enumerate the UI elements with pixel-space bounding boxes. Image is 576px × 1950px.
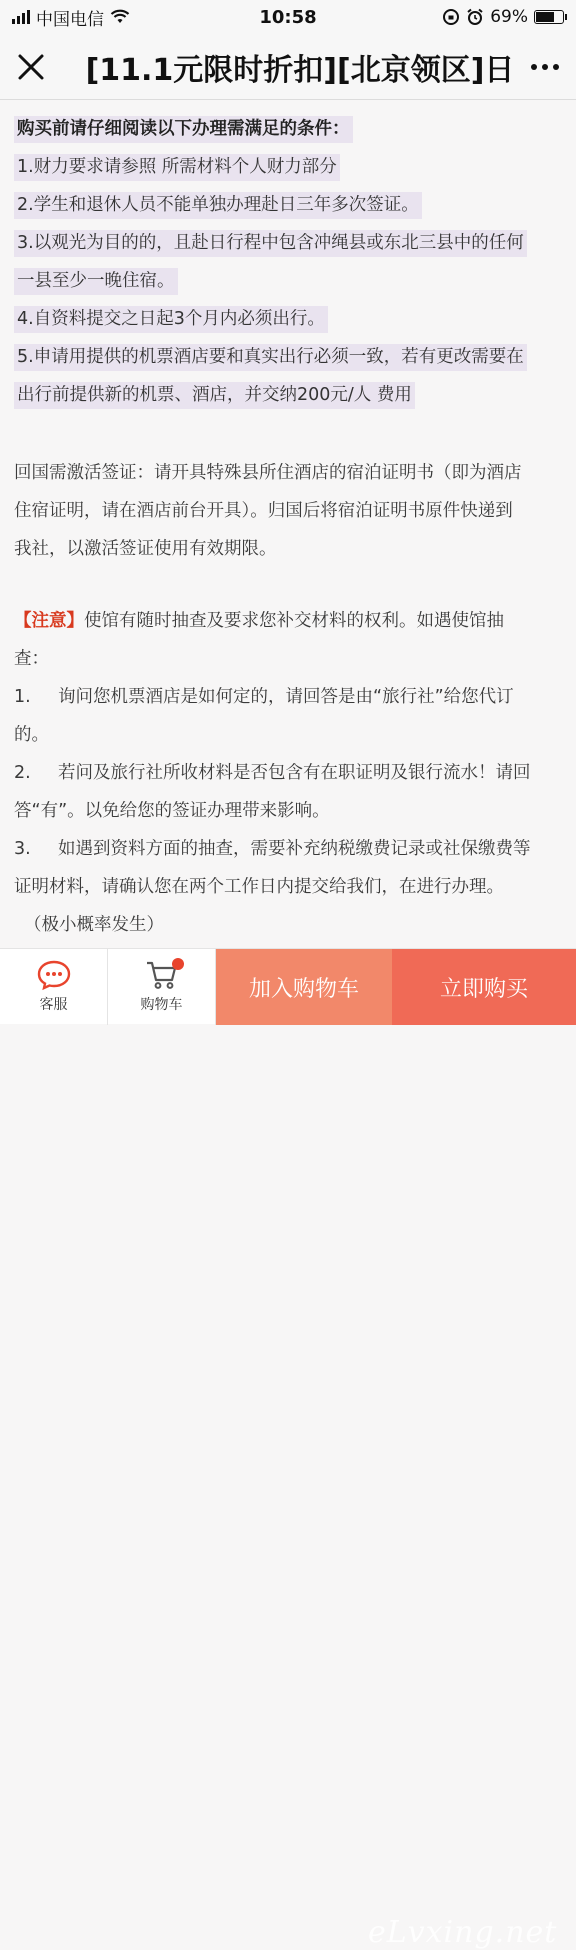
service-label: 客服	[39, 997, 68, 1013]
battery-percent: 69%	[490, 7, 528, 27]
cart-label: 购物车	[140, 997, 183, 1013]
notice-text: 使馆有随时抽查及要求您补交材料的权利。如遇使馆抽	[84, 611, 504, 631]
customer-service-button[interactable]	[0, 949, 108, 1025]
activation-line: 我社，以激活签证使用有效期限。	[14, 539, 277, 559]
signal-icon	[12, 10, 30, 24]
notice-paragraph	[14, 602, 562, 678]
activation-line: 住宿证明，请在酒店前台开具）。归国后将宿泊证明书原件快递到	[14, 501, 513, 521]
condition-line: 3.以观光为目的的，且赴日行程中包含冲绳县或东北三县中的任何	[14, 230, 527, 257]
cart-badge	[172, 958, 184, 970]
condition-line: 一县至少一晚住宿。	[14, 268, 178, 295]
buy-now-button[interactable]: 立即购买	[392, 949, 576, 1025]
close-icon	[18, 54, 44, 80]
add-to-cart-button[interactable]: 加入购物车	[216, 949, 392, 1025]
status-bar	[0, 0, 576, 34]
item-text: 的。	[14, 725, 49, 745]
item-text: 询问您机票酒店是如何定的，请回答是由“旅行社”给您代订	[58, 687, 514, 707]
cart-button[interactable]	[108, 949, 216, 1025]
condition-line: 5.申请用提供的机票酒店要和真实出行必须一致，若有更改需要在	[14, 344, 527, 371]
more-button[interactable]	[514, 34, 576, 100]
condition-line: 4.自资料提交之日起3个月内必须出行。	[14, 306, 328, 333]
close-button[interactable]	[0, 34, 62, 100]
notice-item	[14, 678, 562, 754]
item-text: 若问及旅行社所收材料是否包含有在职证明及银行流水！请回	[58, 763, 531, 783]
status-right	[442, 7, 564, 27]
condition-line: 2.学生和退休人员不能单独办理赴日三年多次签证。	[14, 192, 422, 219]
notice-text: 查：	[14, 649, 49, 669]
status-time: 10:58	[259, 6, 317, 28]
item-text: 答“有”。以免给您的签证办理带来影响。	[14, 801, 330, 821]
notice-item	[14, 830, 562, 906]
alarm-icon	[466, 8, 484, 26]
item-number: 1.	[14, 687, 31, 707]
conditions-block	[14, 116, 562, 420]
activation-line: 回国需激活签证：请开具特殊县所住酒店的宿泊证明书（即为酒店	[14, 463, 522, 483]
item-text: 如遇到资料方面的抽查，需要补充纳税缴费记录或社保缴费等	[58, 839, 531, 859]
more-dot	[553, 64, 559, 70]
item-text: 证明材料，请确认您在两个工作日内提交给我们，在进行办理。	[14, 877, 504, 897]
bottom-action-bar	[0, 948, 576, 1950]
activation-paragraph	[14, 454, 562, 568]
notice-item	[14, 754, 562, 830]
item-number: 3.	[14, 839, 31, 859]
chat-icon	[37, 960, 71, 990]
rotation-lock-icon	[442, 8, 460, 26]
nav-bar	[0, 34, 576, 100]
battery-fill	[536, 12, 554, 22]
status-left	[12, 5, 130, 30]
sub-note: （极小概率发生）	[24, 915, 164, 935]
conditions-heading: 购买前请仔细阅读以下办理需满足的条件：	[14, 116, 353, 143]
battery-icon	[534, 10, 564, 24]
item-number: 2.	[14, 763, 31, 783]
notice-tag: 【注意】	[14, 611, 84, 631]
content-area[interactable]	[0, 100, 576, 948]
page-title: [11.1元限时折扣][北京领区]日	[85, 52, 515, 88]
wifi-icon	[110, 9, 130, 25]
condition-line: 出行前提供新的机票、酒店，并交纳200元/人 费用	[14, 382, 415, 409]
more-dot	[542, 64, 548, 70]
more-dot	[531, 64, 537, 70]
watermark: eLvxing.net	[368, 1915, 558, 1950]
carrier-label: 中国电信	[36, 9, 104, 30]
condition-line: 1.财力要求请参照 所需材料个人财力部分	[14, 154, 340, 181]
